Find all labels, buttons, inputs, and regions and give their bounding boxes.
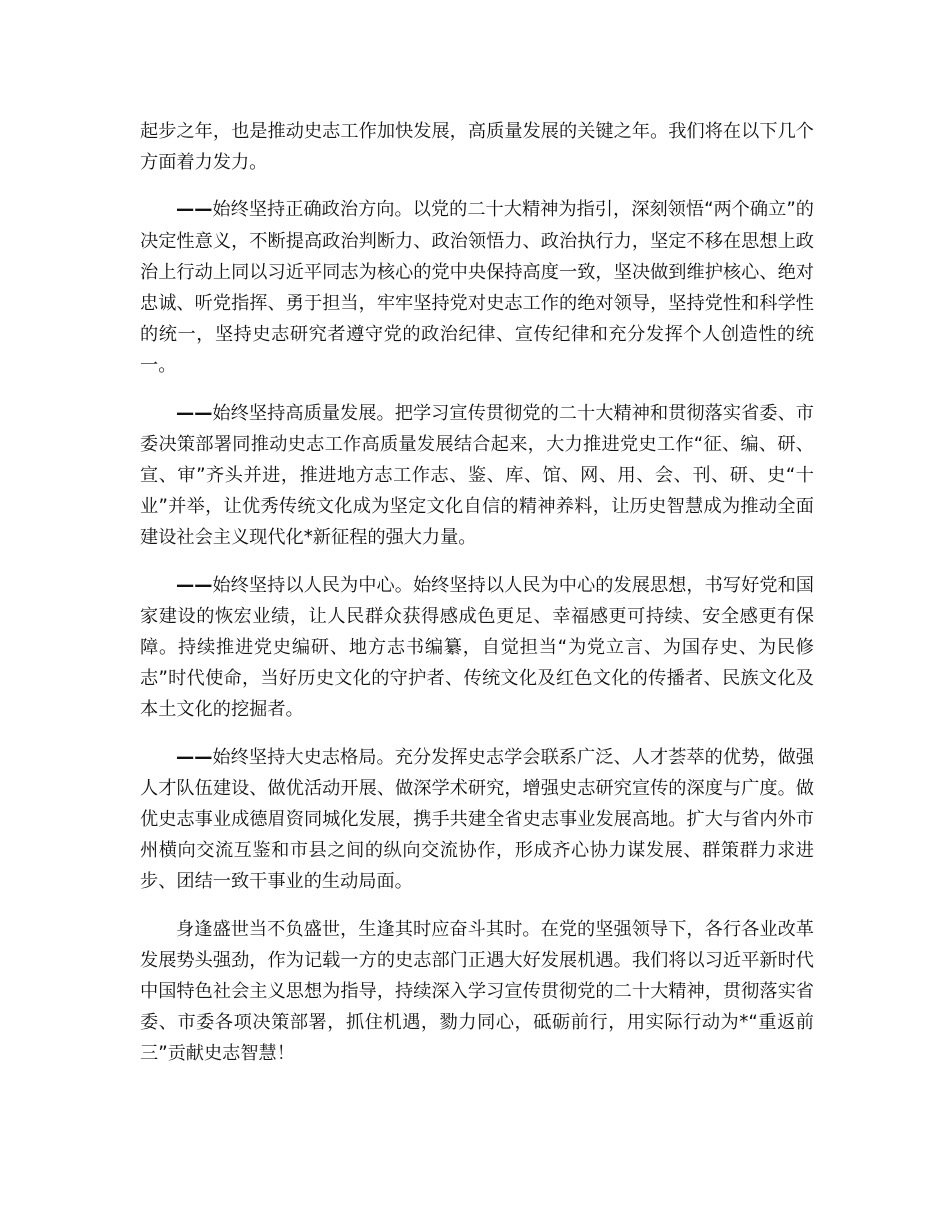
- paragraph-political-direction: [140, 194, 814, 381]
- em-dash-lead: ——: [176, 574, 213, 596]
- em-dash-lead: ——: [176, 402, 213, 424]
- paragraph-people-centered: [140, 570, 814, 726]
- paragraph-high-quality-development: [140, 398, 814, 554]
- paragraph-grand-history-pattern: [140, 742, 814, 898]
- paragraph-text: 始终坚持以人民为中心。始终坚持以人民为中心的发展思想，书写好党和国家建设的恢宏业绩，让人民群众获得感成色更足、幸福感更可持续、安全感更有保障。持续推进党史编研、地方志书编纂，自觉担当“为党立言、为国存史、为民修志”时代使命，当好历史文化的守护者、传统文化及红色文化的传播者、民族文化及本土文化的挖掘者。: [140, 574, 814, 721]
- paragraph-intro: [140, 116, 814, 178]
- paragraph-text: 始终坚持高质量发展。把学习宣传贯彻党的二十大精神和贯彻落实省委、市委决策部署同推动史志工作高质量发展结合起来，大力推进党史工作“征、编、研、宣、审”齐头并进，推进地方志工作志、鉴、库、馆、网、用、会、刊、研、史“十业”并举，让优秀传统文化成为坚定文化自信的精神养料，让历史智慧成为推动全面建设社会主义现代化*新征程的强大力量。: [140, 402, 814, 549]
- paragraph-text: 起步之年，也是推动史志工作加快发展，高质量发展的关键之年。我们将在以下几个方面着力发力。: [140, 121, 814, 174]
- paragraph-text: 身逢盛世当不负盛世，生逢其时应奋斗其时。在党的坚强领导下，各行各业改革发展势头强劲，作为记载一方的史志部门正遇大好发展机遇。我们将以习近平新时代中国特色社会主义思想为指导，持续深入学习宣传贯彻党的二十大精神，贯彻落实省委、市委各项决策部署，抓住机遇，勠力同心，砥砺前行，用实际行动为*“重返前三”贡献史志智慧！: [140, 918, 814, 1065]
- em-dash-lead: ——: [176, 746, 213, 768]
- paragraph-conclusion: [140, 914, 814, 1070]
- paragraph-text: 始终坚持正确政治方向。以党的二十大精神为指引，深刻领悟“两个确立”的决定性意义，不断提高政治判断力、政治领悟力、政治执行力，坚定不移在思想上政治上行动上同以习近平同志为核心的党中央保持高度一致，坚决做到维护核心、绝对忠诚、听党指挥、勇于担当，牢牢坚持党对史志工作的绝对领导，坚持党性和科学性的统一，坚持史志研究者遵守党的政治纪律、宣传纪律和充分发挥个人创造性的统一。: [140, 199, 814, 377]
- document-body: [140, 116, 814, 1086]
- paragraph-text: 始终坚持大史志格局。充分发挥史志学会联系广泛、人才荟萃的优势，做强人才队伍建设、做优活动开展、做深学术研究，增强史志研究宣传的深度与广度。做优史志事业成德眉资同城化发展，携手共建全省史志事业发展高地。扩大与省内外市州横向交流互鉴和市县之间的纵向交流协作，形成齐心协力谋发展、群策群力求进步、团结一致干事业的生动局面。: [140, 746, 814, 893]
- em-dash-lead: ——: [176, 199, 213, 221]
